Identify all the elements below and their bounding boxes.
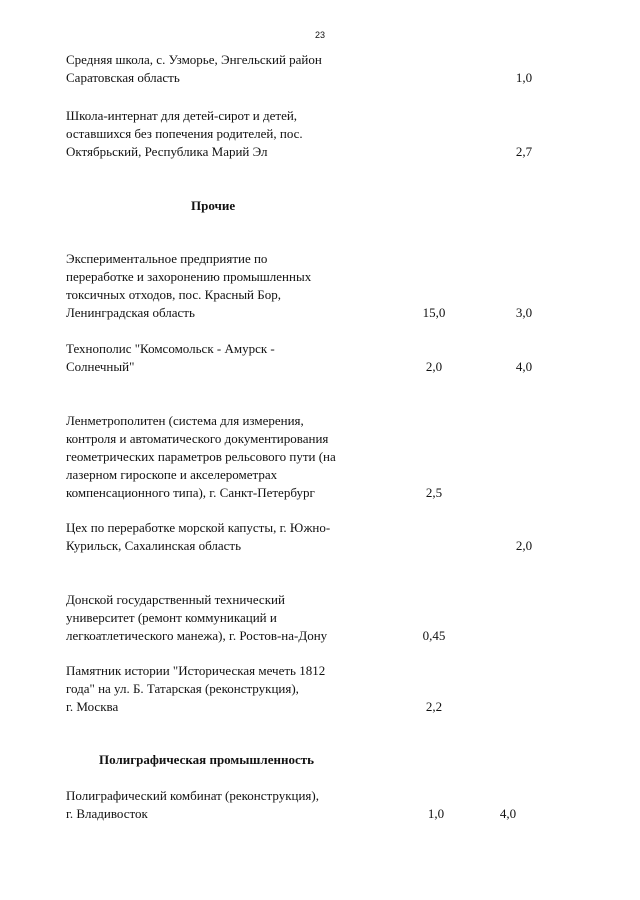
entry-value-2: 2,7 <box>515 144 533 159</box>
entry-description: Ленметрополитен (система для измерения, контроля и автоматического документирования геометрических параметров рельсового пути (на лазерном гироскопе и акселерометрах компенсационного типа), г. Санкт-Петербург <box>66 413 336 500</box>
entry-description: Средняя школа, с. Узморье, Энгельский район Саратовская область <box>66 52 322 85</box>
entry-value-2: 1,0 <box>515 70 533 85</box>
entry-value-1: 0,45 <box>422 628 446 643</box>
list-item <box>66 250 626 322</box>
entry-description: Полиграфический комбинат (реконструкция), г. Владивосток <box>66 788 319 821</box>
entry-description: Школа-интернат для детей-сирот и детей, оставшихся без попечения родителей, пос. Октябрьский, Республика Марий Эл <box>66 108 303 159</box>
list-item <box>66 787 626 823</box>
entry-description: Донской государственный технический университет (ремонт коммуникаций и легкоатлетического манежа), г. Ростов-на-Дону <box>66 592 328 643</box>
entry-value-1: 1,0 <box>427 806 445 821</box>
list-item <box>66 412 626 502</box>
entry-value-1: 2,5 <box>425 485 443 500</box>
entry-value-2: 2,0 <box>515 538 533 553</box>
entry-value-1: 15,0 <box>422 305 446 320</box>
entry-description: Цех по переработке морской капусты, г. Южно- Курильск, Сахалинская область <box>66 520 331 553</box>
section-heading-printing: Полиграфическая промышленность <box>99 752 314 767</box>
list-item <box>66 519 626 555</box>
entry-description: Экспериментальное предприятие по переработке и захоронению промышленных токсичных отходов, пос. Красный Бор, Ленинградская область <box>66 251 312 320</box>
page-number: 23 <box>314 30 325 40</box>
entry-description: Технополис "Комсомольск - Амурск - Солнечный" <box>66 341 275 374</box>
entry-value-2: 3,0 <box>515 305 533 320</box>
list-item <box>66 591 626 645</box>
list-item <box>66 340 626 376</box>
entry-value-2: 4,0 <box>515 359 533 374</box>
list-item <box>66 662 626 716</box>
list-item <box>66 107 626 161</box>
list-item <box>66 51 626 87</box>
entry-value-2: 4,0 <box>499 806 517 821</box>
section-heading-other: Прочие <box>191 198 236 213</box>
entry-value-1: 2,0 <box>425 359 443 374</box>
entry-description: Памятник истории "Историческая мечеть 1812 года" на ул. Б. Татарская (реконструкция), г. Москва <box>66 663 326 714</box>
entry-value-1: 2,2 <box>425 699 443 714</box>
